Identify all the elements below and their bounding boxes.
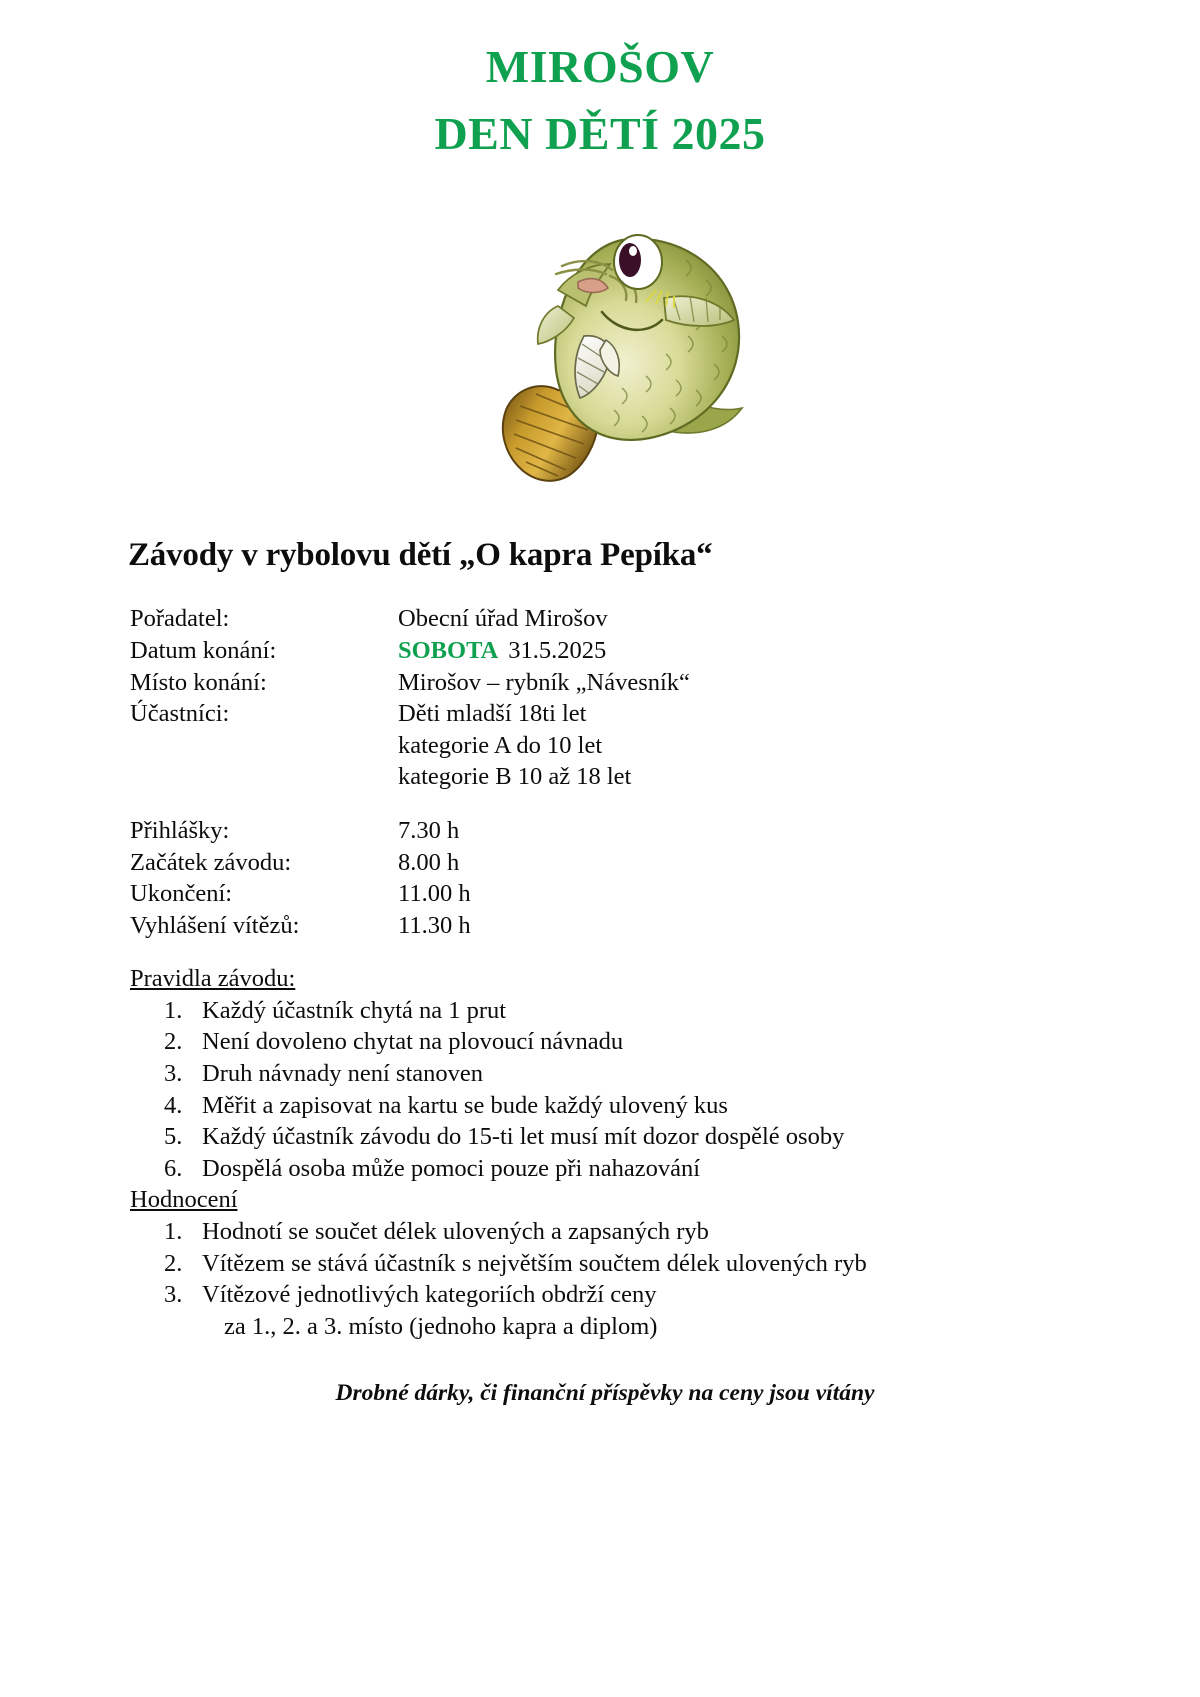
detail-spacer: [130, 793, 1200, 815]
rules-item-text: Druh návnady není stanoven: [202, 1060, 483, 1088]
detail-label-place: Místo konání:: [130, 668, 267, 696]
rules-item-number: 6.: [164, 1154, 183, 1182]
poster-title-line-2: DEN DĚTÍ 2025: [434, 107, 766, 159]
poster-title-block: [0, 0, 1200, 164]
scoring-item: [130, 1279, 1200, 1342]
scoring-section: [0, 1184, 1200, 1342]
scoring-item: [130, 1216, 1200, 1248]
rules-item: [130, 1121, 1200, 1153]
poster-title-line-1: MIROŠOV: [485, 41, 715, 92]
scoring-item-number: 1.: [164, 1218, 183, 1246]
rules-list: [130, 995, 1200, 1185]
schedule-label-registration: Přihlášky:: [130, 816, 230, 844]
rules-item-number: 2.: [164, 1028, 183, 1056]
rules-item: [130, 1026, 1200, 1058]
detail-label-organizer: Pořadatel:: [130, 605, 230, 633]
detail-row-place: [130, 667, 1200, 699]
schedule-row-start: [130, 847, 1200, 879]
detail-category-a: kategorie A do 10 let: [398, 731, 603, 759]
schedule-row-awards: [130, 910, 1200, 942]
rules-section: [0, 963, 1200, 1184]
scoring-item-text: Hodnotí se součet délek ulovených a zapsaných ryb: [202, 1218, 709, 1246]
schedule-value-start: 8.00 h: [398, 848, 460, 876]
scoring-item-subtext: za 1., 2. a 3. místo (jednoho kapra a diplom): [224, 1312, 658, 1340]
detail-date-value: 31.5.2025: [508, 636, 607, 664]
event-details: [0, 603, 1200, 963]
detail-label-date: Datum konání:: [130, 636, 277, 664]
rules-item: [130, 995, 1200, 1027]
rules-item-text: Každý účastník chytá na 1 prut: [202, 996, 507, 1024]
scoring-item-text: Vítězem se stává účastník s největším součtem délek ulovených ryb: [202, 1249, 867, 1277]
rules-title: Pravidla závodu:: [130, 965, 296, 993]
schedule-label-start: Začátek závodu:: [130, 848, 292, 876]
rules-item-text: Není dovoleno chytat na plovoucí návnadu: [202, 1028, 624, 1056]
detail-row-date: [130, 635, 1200, 667]
rules-item-number: 1.: [164, 996, 183, 1024]
detail-value-place: Mirošov – rybník „Návesník“: [398, 668, 690, 696]
scoring-item: [130, 1248, 1200, 1280]
schedule-spacer: [130, 941, 1200, 963]
schedule-label-awards: Vyhlášení vítězů:: [130, 911, 300, 939]
scoring-item-number: 2.: [164, 1249, 183, 1277]
rules-item-number: 4.: [164, 1091, 183, 1119]
rules-item-number: 5.: [164, 1123, 183, 1151]
rules-item-number: 3.: [164, 1060, 183, 1088]
event-headline: Závody v rybolovu dětí „O kapra Pepíka“: [128, 536, 713, 573]
scoring-title: Hodnocení: [130, 1186, 238, 1214]
rules-item: [130, 1090, 1200, 1122]
detail-value-organizer: Obecní úřad Mirošov: [398, 605, 608, 633]
carp-fish-icon: [450, 194, 750, 494]
schedule-value-registration: 7.30 h: [398, 816, 460, 844]
detail-value-participants: Děti mladší 18ti let: [398, 700, 587, 728]
detail-category-b: kategorie B 10 až 18 let: [398, 763, 632, 791]
detail-row-organizer: [130, 603, 1200, 635]
rules-item-text: Každý účastník závodu do 15-ti let musí mít dozor dospělé osoby: [202, 1123, 845, 1151]
rules-item-text: Měřit a zapisovat na kartu se bude každý ulovený kus: [202, 1091, 728, 1119]
detail-label-participants: Účastníci:: [130, 700, 230, 728]
schedule-row-registration: [130, 815, 1200, 847]
rules-item: [130, 1153, 1200, 1185]
detail-date-weekday: SOBOTA: [398, 636, 499, 664]
scoring-list: [130, 1216, 1200, 1342]
carp-illustration: [0, 194, 1200, 494]
schedule-value-awards: 11.30 h: [398, 911, 471, 939]
schedule-value-end: 11.00 h: [398, 880, 471, 908]
fish-eye-glint: [629, 246, 637, 256]
scoring-item-main: Vítězové jednotlivých kategoriích obdrží ceny: [202, 1281, 657, 1309]
schedule-row-end: [130, 878, 1200, 910]
scoring-item-text: [202, 1279, 1200, 1342]
detail-value-date: [398, 635, 1200, 667]
detail-row-participants: [130, 698, 1200, 730]
scoring-item-number: 3.: [164, 1281, 183, 1309]
schedule-label-end: Ukončení:: [130, 880, 233, 908]
rules-item: [130, 1058, 1200, 1090]
rules-item-text: Dospělá osoba může pomoci pouze při nahazování: [202, 1154, 701, 1182]
footer-note: Drobné dárky, či finanční příspěvky na ceny jsou vítány: [335, 1380, 875, 1407]
